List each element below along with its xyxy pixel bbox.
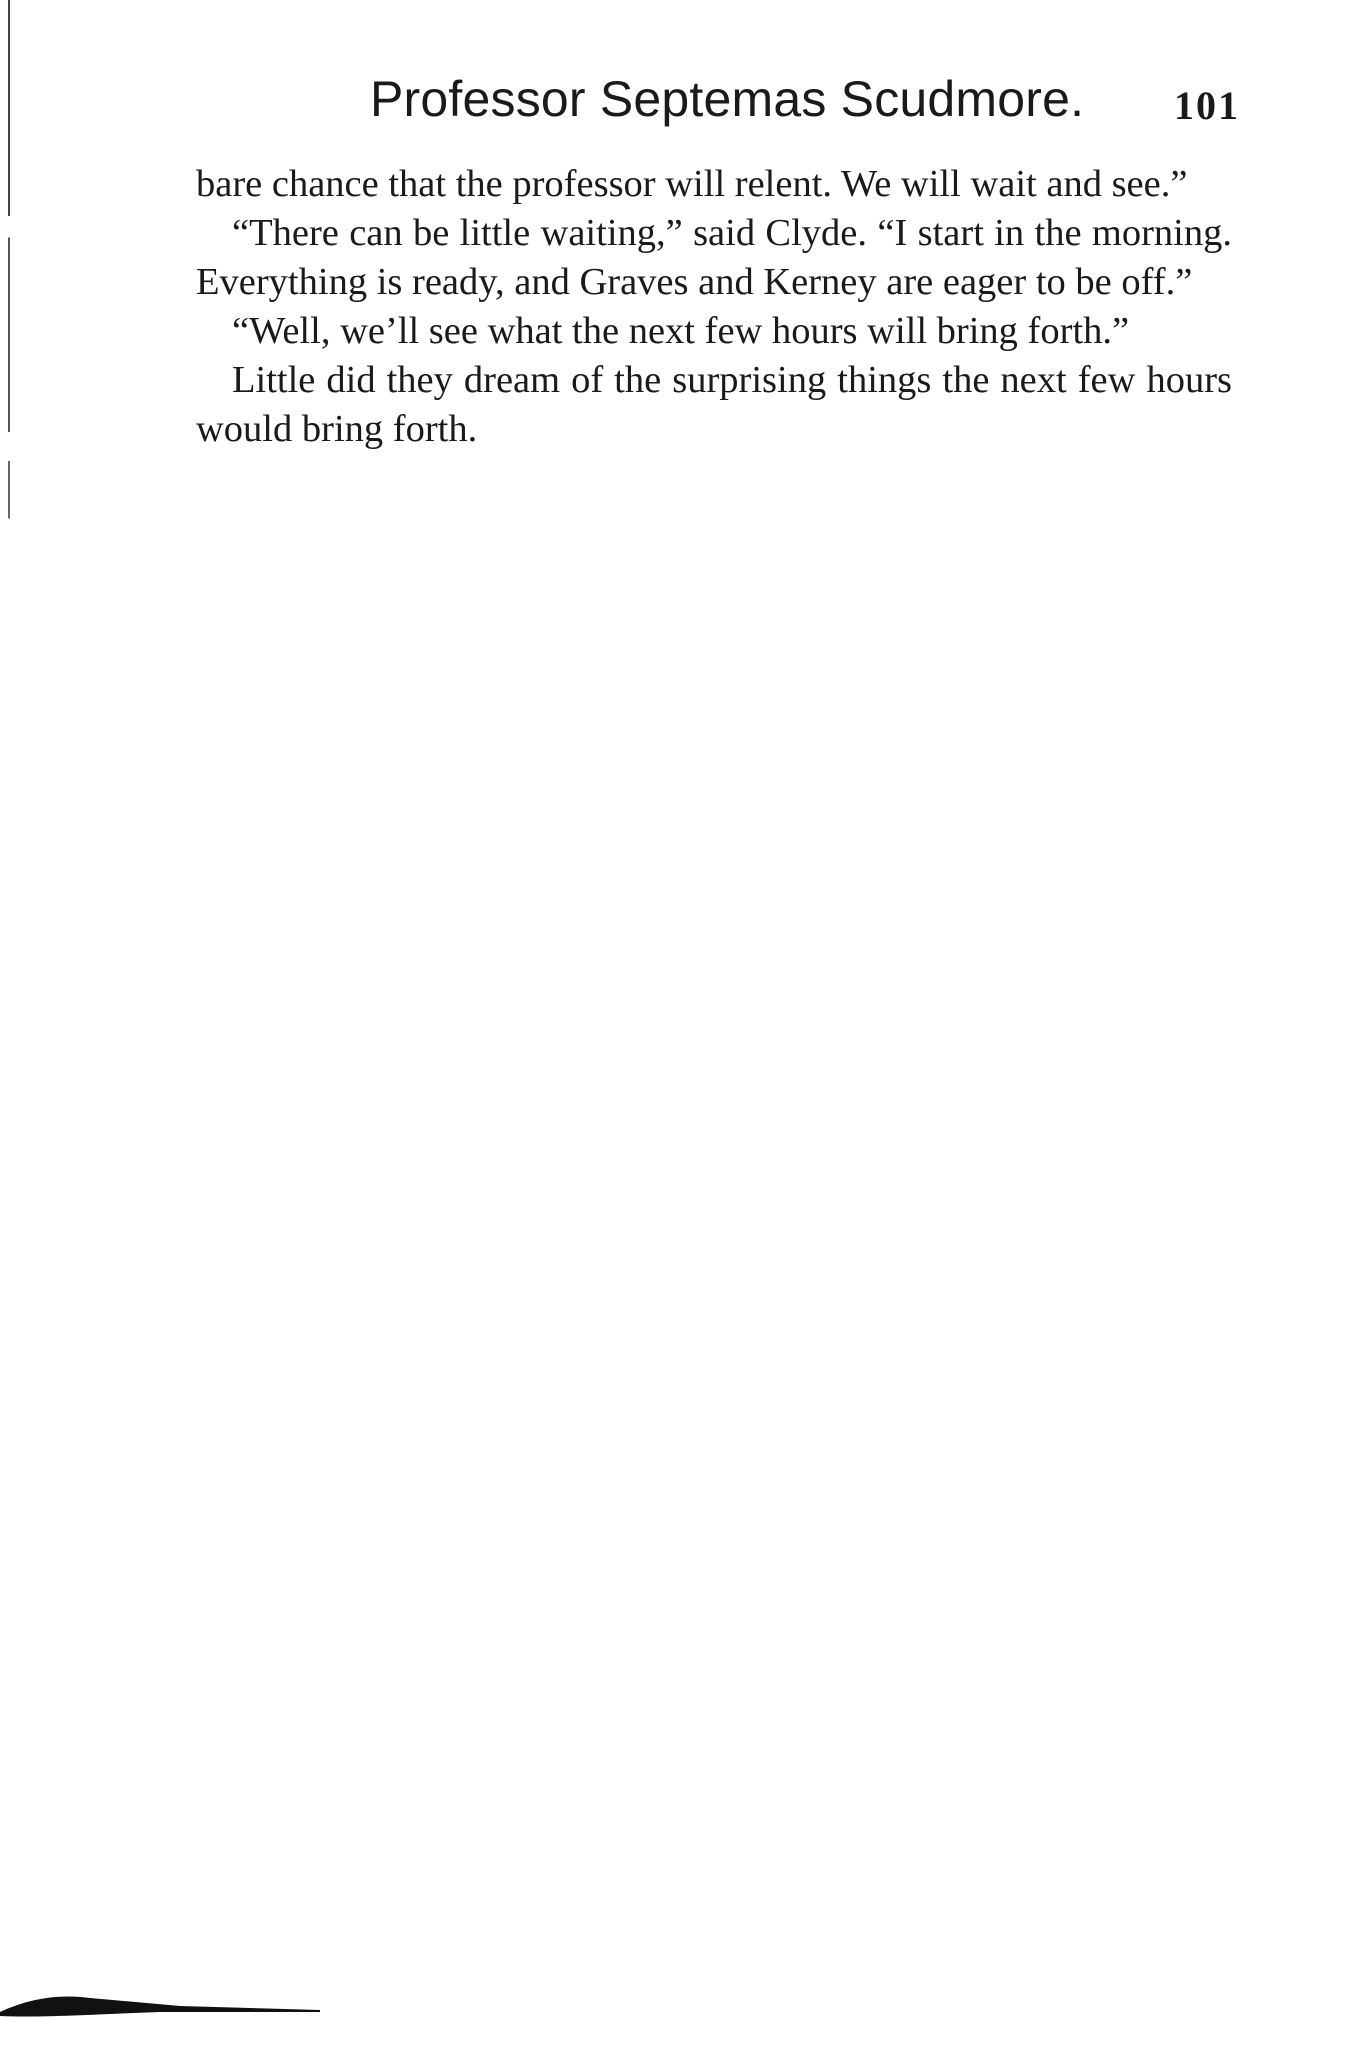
binding-edge: [8, 0, 10, 720]
scan-edge-mark: [0, 1990, 320, 2020]
running-title: Professor Septemas Scudmore.: [370, 71, 1085, 127]
paragraph: Little did they dream of the surprising things the next few hours would bring forth.: [196, 359, 1232, 450]
paragraph: “Well, we’ll see what the next few hours will bring forth.”: [232, 310, 1130, 352]
page-number: 101: [1174, 83, 1240, 128]
paragraph-continuation: bare chance that the professor will relent. We will wait and see.”: [196, 163, 1188, 205]
paragraph: “There can be little waiting,” said Clyde. “I start in the morning. Everything is ready, and Graves and Kerney are eager to be off.”: [196, 212, 1232, 303]
running-head: [370, 70, 1240, 140]
body-text: [196, 160, 1232, 454]
